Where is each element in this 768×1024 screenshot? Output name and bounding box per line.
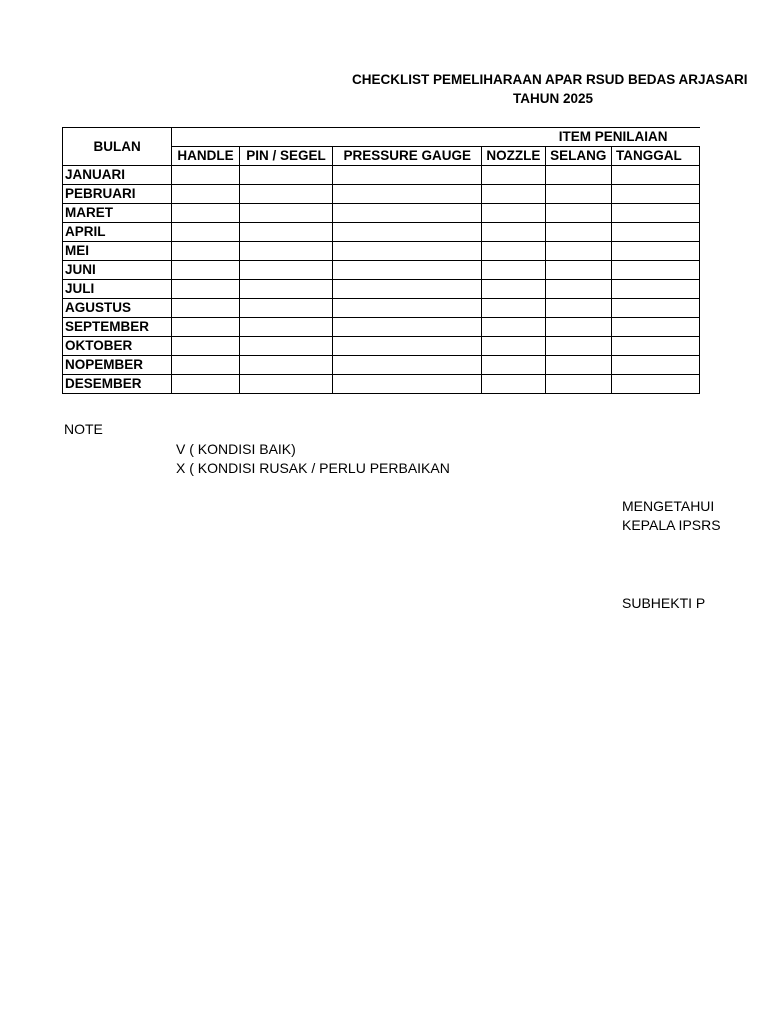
check-cell[interactable] — [333, 166, 482, 185]
check-cell[interactable] — [545, 356, 611, 375]
check-cell[interactable] — [611, 185, 699, 204]
check-cell[interactable] — [172, 185, 239, 204]
signature-acknowledged: MENGETAHUI — [622, 498, 715, 514]
check-cell[interactable] — [482, 261, 545, 280]
check-cell[interactable] — [333, 299, 482, 318]
check-cell[interactable] — [611, 337, 699, 356]
check-cell[interactable] — [333, 242, 482, 261]
month-cell: DESEMBER — [63, 375, 172, 394]
check-cell[interactable] — [482, 356, 545, 375]
document-title: CHECKLIST PEMELIHARAAN APAR RSUD BEDAS ARJASARI — [352, 72, 748, 87]
table-header-row-1 — [63, 128, 700, 147]
check-cell[interactable] — [611, 375, 699, 394]
check-cell[interactable] — [239, 223, 333, 242]
month-cell: APRIL — [63, 223, 172, 242]
month-cell: JANUARI — [63, 166, 172, 185]
table-row — [63, 204, 700, 223]
check-cell[interactable] — [545, 337, 611, 356]
table-row — [63, 242, 700, 261]
check-cell[interactable] — [333, 223, 482, 242]
table-row — [63, 356, 700, 375]
table-row — [63, 318, 700, 337]
check-cell[interactable] — [239, 166, 333, 185]
check-cell[interactable] — [172, 299, 239, 318]
check-cell[interactable] — [482, 185, 545, 204]
check-cell[interactable] — [333, 204, 482, 223]
check-cell[interactable] — [611, 223, 699, 242]
month-rows — [63, 166, 700, 394]
table-row — [63, 185, 700, 204]
check-cell[interactable] — [333, 280, 482, 299]
check-cell[interactable] — [172, 375, 239, 394]
month-cell: SEPTEMBER — [63, 318, 172, 337]
check-cell[interactable] — [545, 261, 611, 280]
legend-good-condition: V ( KONDISI BAIK) — [176, 441, 296, 457]
checklist-table — [62, 127, 700, 394]
check-cell[interactable] — [482, 375, 545, 394]
month-cell: JUNI — [63, 261, 172, 280]
table-row — [63, 299, 700, 318]
check-cell[interactable] — [482, 318, 545, 337]
table-row — [63, 166, 700, 185]
check-cell[interactable] — [333, 318, 482, 337]
table-row — [63, 261, 700, 280]
month-cell: MEI — [63, 242, 172, 261]
check-cell[interactable] — [239, 185, 333, 204]
table-row — [63, 280, 700, 299]
month-cell: NOPEMBER — [63, 356, 172, 375]
column-header-handle: HANDLE — [172, 147, 239, 166]
check-cell[interactable] — [239, 356, 333, 375]
check-cell[interactable] — [482, 337, 545, 356]
item-penilaian-header — [172, 128, 700, 147]
check-cell[interactable] — [611, 242, 699, 261]
month-cell: OKTOBER — [63, 337, 172, 356]
check-cell[interactable] — [172, 223, 239, 242]
check-cell[interactable] — [172, 204, 239, 223]
column-header-nozzle: NOZZLE — [482, 147, 545, 166]
check-cell[interactable] — [482, 242, 545, 261]
check-cell[interactable] — [333, 375, 482, 394]
check-cell[interactable] — [239, 204, 333, 223]
check-cell[interactable] — [172, 280, 239, 299]
check-cell[interactable] — [545, 166, 611, 185]
column-header-selang: SELANG — [545, 147, 611, 166]
table-row — [63, 337, 700, 356]
check-cell[interactable] — [172, 318, 239, 337]
check-cell[interactable] — [482, 299, 545, 318]
table-row — [63, 375, 700, 394]
check-cell[interactable] — [611, 166, 699, 185]
check-cell[interactable] — [545, 375, 611, 394]
column-header-tanggal: TANGGAL — [611, 147, 699, 166]
check-cell[interactable] — [172, 356, 239, 375]
check-cell[interactable] — [611, 356, 699, 375]
check-cell[interactable] — [239, 375, 333, 394]
check-cell[interactable] — [611, 261, 699, 280]
check-cell[interactable] — [611, 280, 699, 299]
signature-position: KEPALA IPSRS — [622, 517, 721, 533]
check-cell[interactable] — [482, 166, 545, 185]
month-cell: PEBRUARI — [63, 185, 172, 204]
check-cell[interactable] — [545, 204, 611, 223]
check-cell[interactable] — [333, 337, 482, 356]
check-cell[interactable] — [172, 337, 239, 356]
check-cell[interactable] — [611, 318, 699, 337]
check-cell[interactable] — [545, 223, 611, 242]
signature-name: SUBHEKTI P — [622, 595, 706, 611]
check-cell[interactable] — [545, 242, 611, 261]
month-cell: JULI — [63, 280, 172, 299]
item-penilaian-label: ITEM PENILAIAN — [558, 129, 668, 144]
check-cell[interactable] — [239, 261, 333, 280]
check-cell[interactable] — [333, 261, 482, 280]
check-cell[interactable] — [239, 242, 333, 261]
check-cell[interactable] — [239, 337, 333, 356]
column-header-pressure-gauge: PRESSURE GAUGE — [333, 147, 482, 166]
check-cell[interactable] — [239, 318, 333, 337]
check-cell[interactable] — [545, 185, 611, 204]
check-cell[interactable] — [172, 242, 239, 261]
check-cell[interactable] — [482, 280, 545, 299]
month-cell: AGUSTUS — [63, 299, 172, 318]
note-label: NOTE — [64, 421, 103, 437]
check-cell[interactable] — [172, 261, 239, 280]
document-year: TAHUN 2025 — [513, 91, 594, 106]
check-cell[interactable] — [482, 204, 545, 223]
month-cell: MARET — [63, 204, 172, 223]
month-column-header: BULAN — [63, 128, 172, 166]
check-cell[interactable] — [239, 299, 333, 318]
check-cell[interactable] — [172, 166, 239, 185]
check-cell[interactable] — [545, 280, 611, 299]
column-header-pin-segel: PIN / SEGEL — [239, 147, 333, 166]
table-row — [63, 223, 700, 242]
check-cell[interactable] — [611, 204, 699, 223]
check-cell[interactable] — [333, 185, 482, 204]
check-cell[interactable] — [611, 299, 699, 318]
check-cell[interactable] — [333, 356, 482, 375]
check-cell[interactable] — [545, 318, 611, 337]
legend-bad-condition: X ( KONDISI RUSAK / PERLU PERBAIKAN — [176, 460, 450, 476]
check-cell[interactable] — [545, 299, 611, 318]
check-cell[interactable] — [482, 223, 545, 242]
check-cell[interactable] — [239, 280, 333, 299]
